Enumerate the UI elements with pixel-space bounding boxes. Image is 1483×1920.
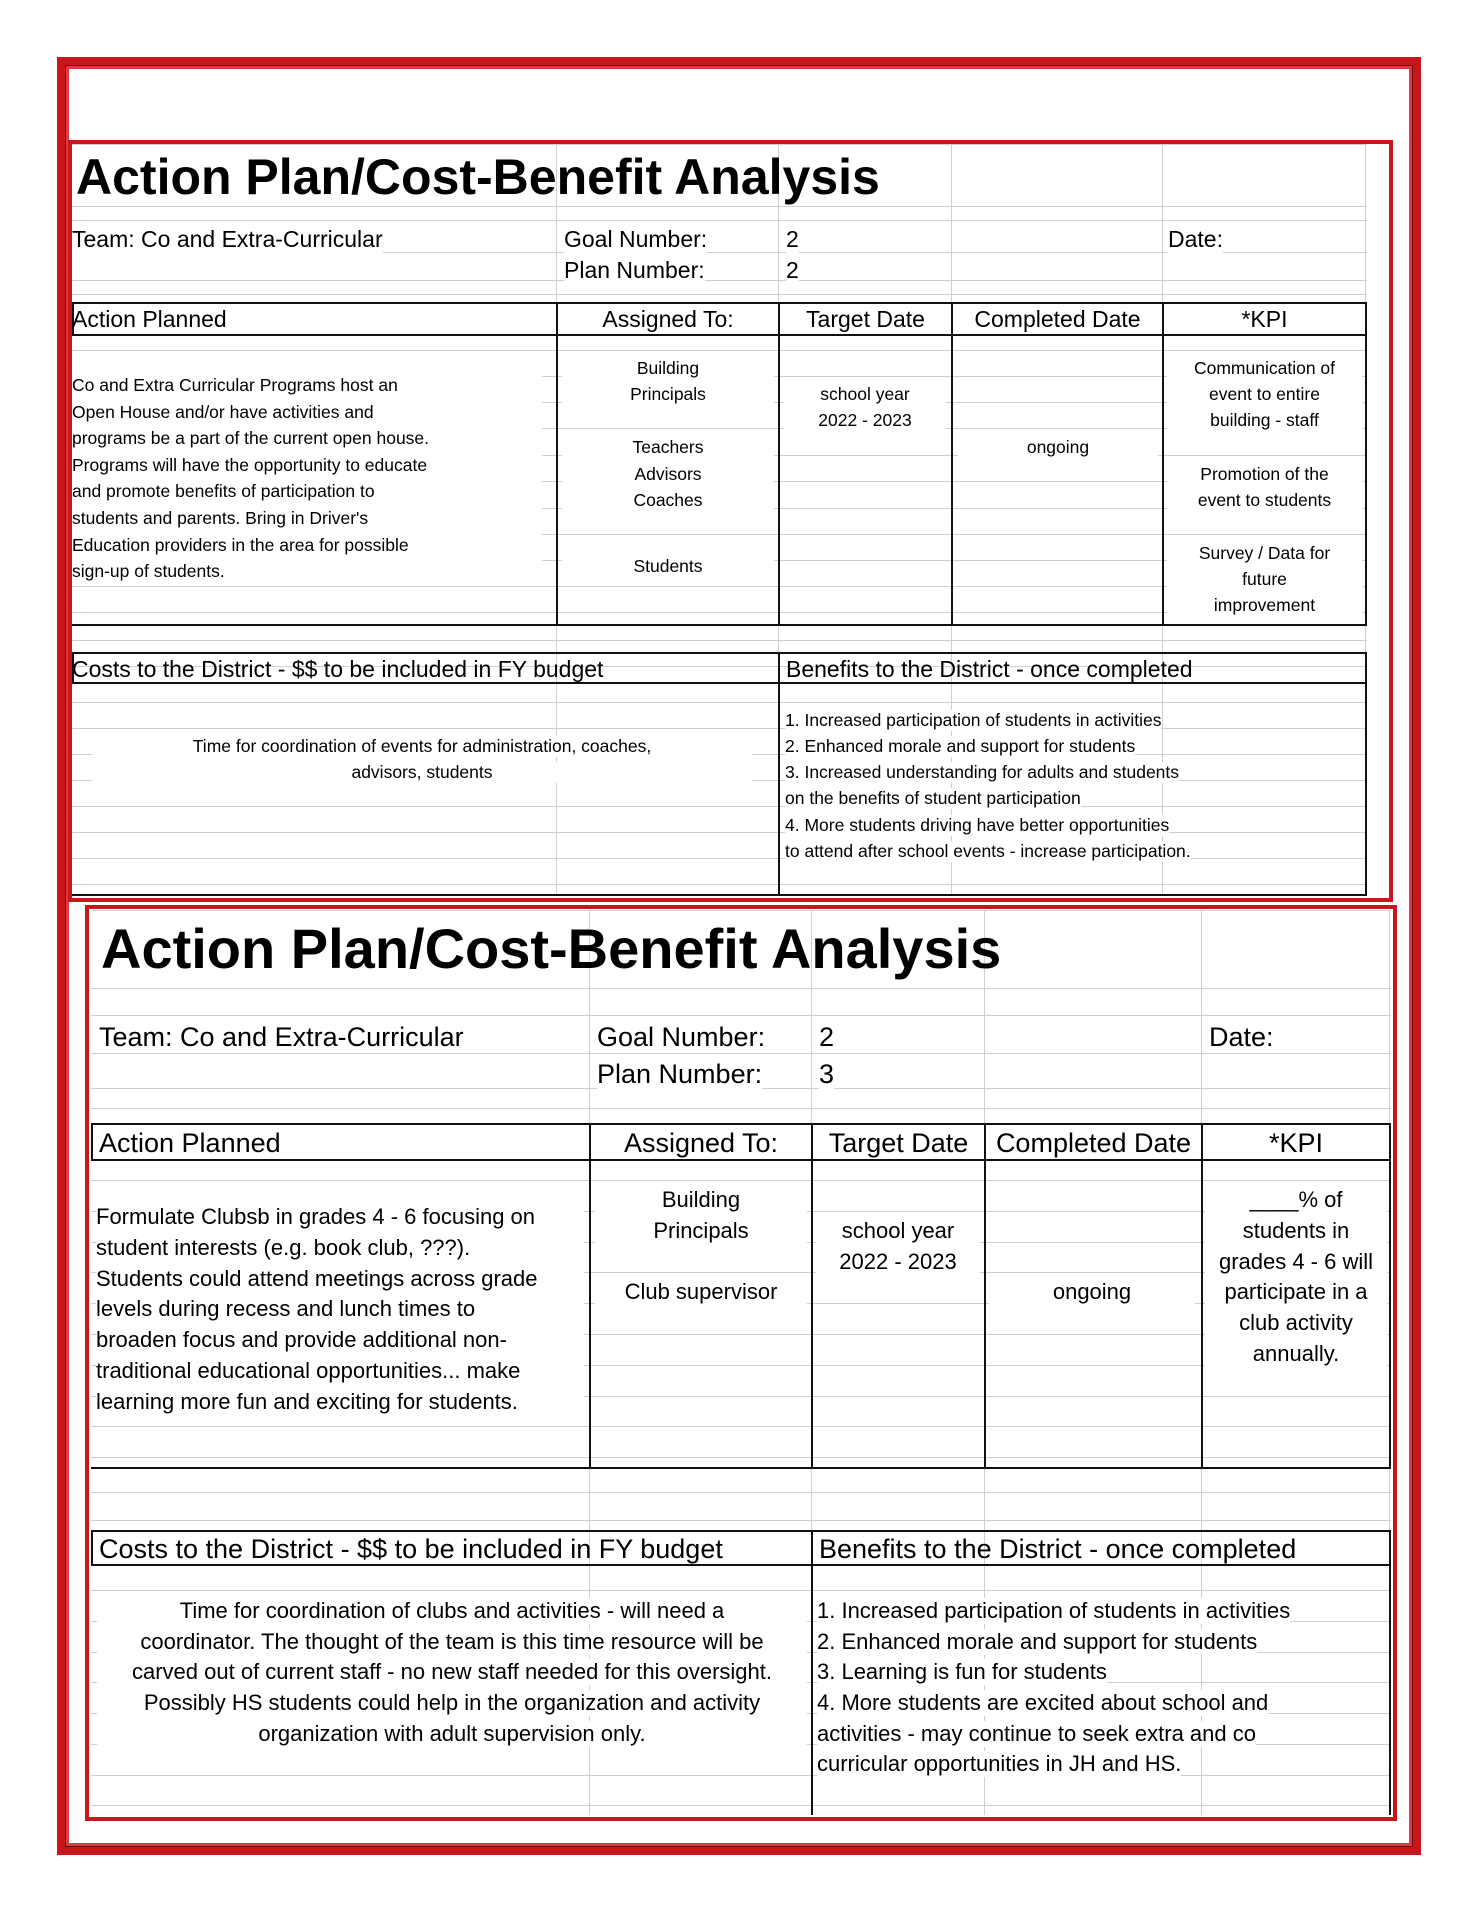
plan-1-action-line: and promote benefits of participation to [72, 481, 375, 502]
plan-1-date-label: Date: [1168, 226, 1223, 252]
plan-1-benefit-2: 2. Enhanced morale and support for students [785, 736, 1136, 756]
plan-2-action-line: Formulate Clubsb in grades 4 - 6 focusing on [96, 1204, 536, 1229]
plan-1-header-assigned: Assigned To: [602, 306, 734, 332]
gridline [91, 1015, 1391, 1016]
plan-1-kpi-4: Promotion of the [1167, 464, 1362, 485]
plan-2-target-2: 2022 - 2023 [816, 1249, 980, 1275]
plan-2-kpi-5: club activity [1205, 1310, 1387, 1336]
plan-2-kpi-1: ____% of [1205, 1187, 1387, 1213]
plan-2-date-label: Date: [1209, 1022, 1274, 1052]
plan-2-kpi-4: participate in a [1205, 1279, 1387, 1305]
plan-2-assigned-2: Principals [595, 1218, 807, 1244]
plan-2-kpi-3: grades 4 - 6 will [1205, 1249, 1387, 1275]
plan-1-action-line: sign-up of students. [72, 561, 225, 582]
plan-2-completed: ongoing [989, 1279, 1195, 1305]
plan-2-action-line: levels during recess and lunch times to [96, 1296, 476, 1322]
plan-1-costs-2: advisors, students [92, 762, 752, 783]
plan-2-assigned-1: Building [595, 1187, 807, 1213]
gridline [72, 832, 1367, 833]
plan-1-benefit-1: 1. Increased participation of students in activities [785, 710, 1162, 730]
gridline [91, 1457, 1391, 1458]
plan-1-team: Team: Co and Extra-Curricular [72, 226, 383, 252]
gridline [91, 1426, 1391, 1427]
plan-2-costs-5: organization with adult supervision only. [97, 1721, 807, 1747]
plan-1-benefits-header: Benefits to the District - once completed [786, 656, 1193, 682]
gridline [91, 910, 1391, 911]
plan-1-benefit-5: 4. More students driving have better opportunities [785, 815, 1170, 835]
gridline [91, 1053, 1391, 1054]
plan-1-plan-label: Plan Number: [564, 257, 705, 283]
plan-2-action-line: Students could attend meetings across grade [96, 1265, 538, 1291]
plan-1-plan-value: 2 [786, 257, 799, 283]
plan-1-goal-label: Goal Number: [564, 226, 708, 252]
plan-2-benefit-2: 2. Enhanced morale and support for students [817, 1629, 1258, 1654]
plan-1-action-description [72, 372, 542, 585]
plan-1-kpi-2: event to entire [1167, 384, 1362, 405]
plan-2-header-kpi: *KPI [1268, 1128, 1324, 1158]
plan-2-title: Action Plan/Cost-Benefit Analysis [101, 917, 1002, 980]
plan-1-header-kpi: *KPI [1241, 306, 1288, 332]
plan-2-plan-value: 3 [819, 1059, 835, 1089]
plan-1-assigned-3: Teachers [562, 437, 774, 458]
plan-1-body-bottom [72, 624, 1367, 626]
plan-2-target-1: school year [816, 1218, 980, 1244]
plan-2-benefit-1: 1. Increased participation of students in activities [817, 1598, 1291, 1623]
gridline [91, 1805, 1391, 1806]
plan-1-assigned-5: Coaches [562, 490, 774, 511]
plan-2-header-target: Target Date [828, 1128, 969, 1158]
gridline [91, 988, 1391, 989]
plan-2-assigned-3: Club supervisor [595, 1279, 807, 1305]
gridline [72, 728, 1367, 729]
gridline [72, 350, 1367, 351]
plan-1-benefit-4: on the benefits of student participation [785, 788, 1081, 808]
plan-2-costs-header: Costs to the District - $$ to be included in FY budget [99, 1534, 723, 1564]
plan-2-costs-2: coordinator. The thought of the team is this time resource will be [97, 1629, 807, 1655]
gridline [91, 1108, 1391, 1109]
gridline [72, 294, 1367, 295]
plan-1-kpi-7: future [1167, 569, 1362, 590]
plan-2-kpi-2: students in [1205, 1218, 1387, 1244]
plan-2-benefit-3: 3. Learning is fun for students [817, 1659, 1107, 1684]
plan-1-action-line: Open House and/or have activities and [72, 401, 374, 422]
gridline [91, 1775, 1391, 1776]
plan-2-benefit-6: curricular opportunities in JH and HS. [817, 1751, 1182, 1776]
gridline [91, 1492, 1391, 1493]
plan-1-action-line: programs be a part of the current open house. [72, 428, 430, 449]
plan-1-header-completed: Completed Date [974, 306, 1141, 332]
plan-2-costs-1: Time for coordination of clubs and activities - will need a [97, 1598, 807, 1624]
plan-1-kpi-5: event to students [1167, 490, 1362, 511]
plan-1-action-line: students and parents. Bring in Driver's [72, 507, 369, 528]
plan-1-target-2: 2022 - 2023 [784, 410, 946, 431]
plan-2-benefit-4: 4. More students are excited about school and [817, 1690, 1269, 1715]
plan-2-body-bottom [91, 1467, 1391, 1469]
plan-2-header-assigned: Assigned To: [623, 1128, 779, 1158]
plan-1-kpi-6: Survey / Data for [1167, 543, 1362, 564]
gridline [72, 280, 1367, 281]
gridline [72, 206, 1367, 207]
plan-1-action-line: Co and Extra Curricular Programs host an [72, 375, 398, 395]
gridline [72, 702, 1367, 703]
plan-1-assigned-2: Principals [562, 384, 774, 405]
plan-2-goal-value: 2 [819, 1022, 835, 1052]
plan-2-header-action: Action Planned [99, 1128, 281, 1158]
plan-2-action-line: student interests (e.g. book club, ???). [96, 1234, 471, 1260]
plan-1-assigned-4: Advisors [562, 464, 774, 485]
gridline [72, 884, 1367, 885]
plan-2-action-line: traditional educational opportunities... make [96, 1357, 521, 1383]
gridline [72, 220, 1367, 221]
plan-1-kpi-3: building - staff [1167, 410, 1362, 431]
plan-2-costs-4: Possibly HS students could help in the organization and activity [97, 1690, 807, 1716]
plan-2-action-line: broaden focus and provide additional non- [96, 1327, 507, 1353]
plan-1-header-action: Action Planned [72, 306, 227, 332]
plan-2-benefits-header: Benefits to the District - once completed [819, 1534, 1297, 1564]
gridline [72, 144, 1367, 145]
plan-2-action-line: learning more fun and exciting for students. [96, 1388, 518, 1414]
plan-2-goal-label: Goal Number: [597, 1022, 766, 1052]
plan-1-action-line: Education providers in the area for possible [72, 534, 409, 555]
gridline [91, 1520, 1391, 1521]
gridline [72, 640, 1367, 641]
plan-1-kpi-1: Communication of [1167, 358, 1362, 379]
plan-1-sheet [72, 144, 1367, 896]
plan-1-target-1: school year [784, 384, 946, 405]
plan-1-action-line: Programs will have the opportunity to educate [72, 454, 428, 475]
plan-2-header-completed: Completed Date [995, 1128, 1192, 1158]
plan-1-benefit-6: to attend after school events - increase participation. [785, 841, 1191, 861]
plan-2-benefit-5: activities - may continue to seek extra and co [817, 1721, 1256, 1746]
plan-2-costs-3: carved out of current staff - no new staff needed for this oversight. [97, 1659, 807, 1685]
gridline [91, 1590, 1391, 1591]
plan-1-title: Action Plan/Cost-Benefit Analysis [76, 149, 880, 205]
plan-1-benefit-3: 3. Increased understanding for adults and students [785, 762, 1180, 782]
gridline [91, 1180, 1391, 1181]
plan-1-header-target: Target Date [806, 306, 925, 332]
plan-1-goal-value: 2 [786, 226, 799, 252]
plan-2-plan-label: Plan Number: [597, 1059, 763, 1089]
plan-1-assigned-6: Students [562, 556, 774, 577]
plan-2-team: Team: Co and Extra-Curricular [99, 1022, 464, 1052]
plan-2-sheet [91, 910, 1391, 1815]
plan-1-costs-header: Costs to the District - $$ to be included in FY budget [72, 656, 604, 682]
plan-1-costs-1: Time for coordination of events for administration, coaches, [92, 736, 752, 757]
plan-2-kpi-6: annually. [1205, 1341, 1387, 1367]
plan-1-kpi-8: improvement [1167, 595, 1362, 616]
gridline [72, 806, 1367, 807]
plan-1-completed: ongoing [958, 437, 1158, 458]
plan-2-action-description [96, 1202, 584, 1418]
plan-1-assigned-1: Building [562, 358, 774, 379]
